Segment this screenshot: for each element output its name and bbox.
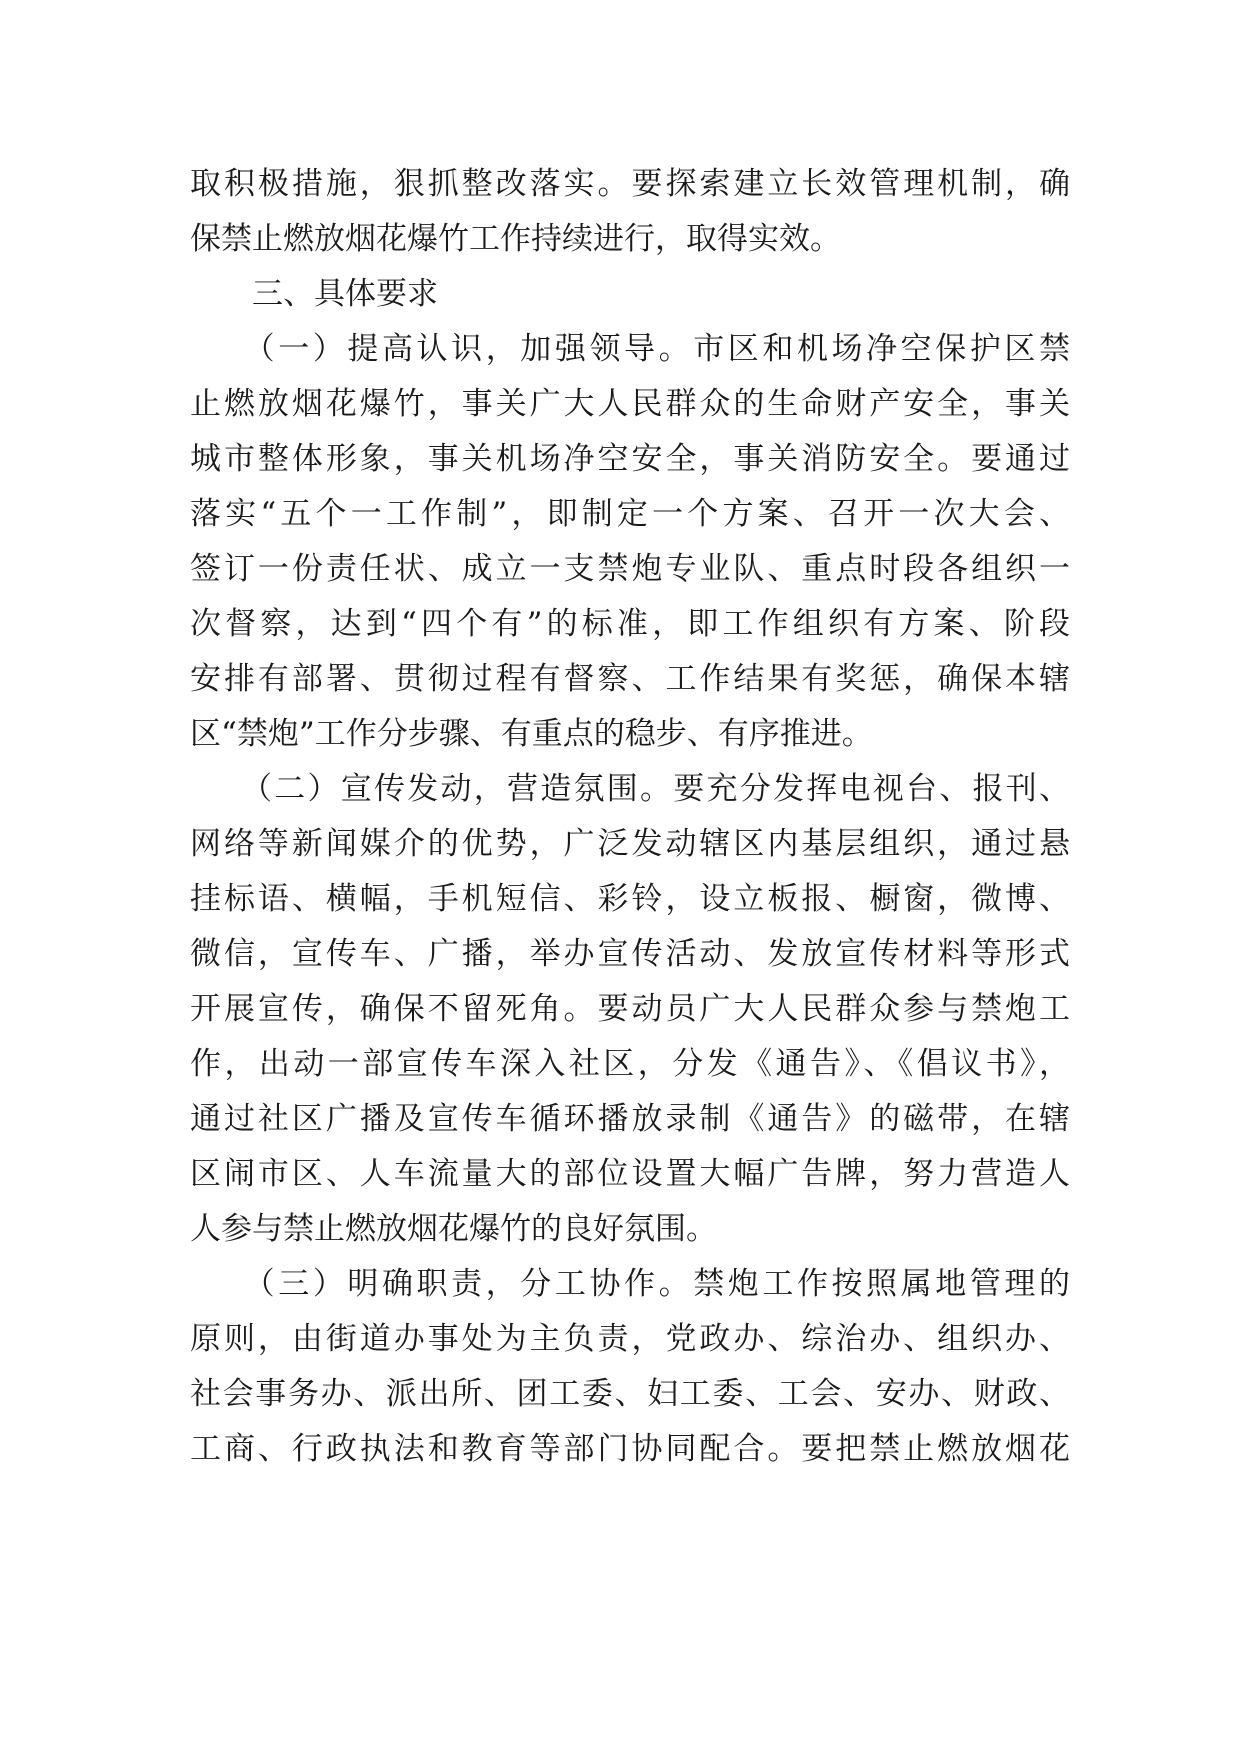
text-line: 社会事务办、派出所、团工委、妇工委、工会、安办、财政、 — [190, 1376, 1070, 1412]
section-heading: 三、具体要求 — [190, 276, 438, 312]
text-line: 取积极措施，狠抓整改落实。要探索建立长效管理机制，确 — [190, 166, 1070, 202]
text-line: （三）明确职责，分工协作。禁炮工作按照属地管理的 — [190, 1266, 1070, 1302]
text-line: 网络等新闻媒介的优势，广泛发动辖区内基层组织，通过悬 — [190, 826, 1070, 862]
text-line: 次督察，达到“四个有”的标准，即工作组织有方案、阶段 — [190, 606, 1070, 642]
text-line: 止燃放烟花爆竹，事关广大人民群众的生命财产安全，事关 — [190, 386, 1070, 422]
text-line: （一）提高认识，加强领导。市区和机场净空保护区禁 — [190, 331, 1070, 367]
text-line: 挂标语、横幅，手机短信、彩铃，设立板报、橱窗，微博、 — [190, 881, 1070, 917]
text-line: 通过社区广播及宣传车循环播放录制《通告》的磁带，在辖 — [190, 1101, 1070, 1137]
text-line: 城市整体形象，事关机场净空安全，事关消防安全。要通过 — [190, 441, 1070, 477]
text-line: 落实“五个一工作制”，即制定一个方案、召开一次大会、 — [190, 496, 1070, 532]
text-line: 工商、行政执法和教育等部门协同配合。要把禁止燃放烟花 — [190, 1431, 1070, 1467]
text-line: 微信，宣传车、广播，举办宣传活动、发放宣传材料等形式 — [190, 936, 1070, 972]
text-line: 安排有部署、贯彻过程有督察、工作结果有奖惩，确保本辖 — [190, 661, 1070, 697]
text-line: 保禁止燃放烟花爆竹工作持续进行，取得实效。 — [190, 221, 841, 257]
text-line: 区闹市区、人车流量大的部位设置大幅广告牌，努力营造人 — [190, 1156, 1070, 1192]
text-line: 作，出动一部宣传车深入社区，分发《通告》、《倡议书》， — [190, 1046, 1070, 1082]
text-line: 区“禁炮”工作分步骤、有重点的稳步、有序推进。 — [190, 716, 873, 752]
text-line: 人参与禁止燃放烟花爆竹的良好氛围。 — [190, 1211, 717, 1247]
document-body — [190, 157, 1070, 1477]
text-line: （二）宣传发动，营造氛围。要充分发挥电视台、报刊、 — [190, 771, 1070, 807]
text-line: 原则，由街道办事处为主负责，党政办、综治办、组织办、 — [190, 1321, 1070, 1357]
text-line: 签订一份责任状、成立一支禁炮专业队、重点时段各组织一 — [190, 551, 1070, 587]
text-line: 开展宣传，确保不留死角。要动员广大人民群众参与禁炮工 — [190, 991, 1070, 1027]
